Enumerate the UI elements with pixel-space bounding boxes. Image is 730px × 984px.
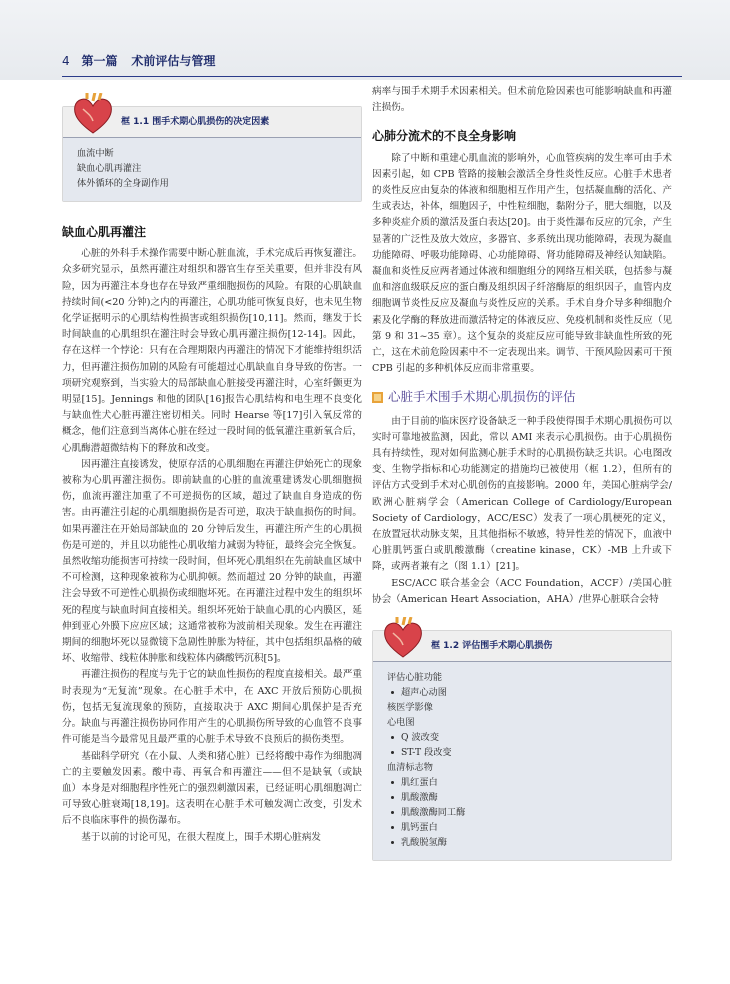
header-rule	[62, 76, 682, 77]
box-1-1-body	[63, 138, 361, 201]
paragraph-continued: 病率与围手术期手术因素相关。但术前危险因素也可能影响缺血和再灌注损伤。	[372, 86, 672, 114]
list-item: 肌钙蛋白	[387, 820, 659, 835]
section-heading-cpb: 心肺分流术的不良全身影响	[372, 129, 517, 144]
section-marker-icon	[372, 392, 383, 403]
list-item: 肌酸激酶	[387, 790, 659, 805]
paragraph: ESC/ACC 联合基金会（ACC Foundation，ACCF）/美国心脏协会（American Heart Association，AHA）/世界心脏联合会特	[372, 577, 672, 605]
list-item: ST-T 段改变	[387, 745, 659, 760]
box-1-2	[372, 630, 672, 861]
heart-icon	[381, 617, 425, 661]
paragraph: 由于目前的临床医疗设备缺乏一种手段使得围手术期心肌损伤可以实时可靠地被监测，因此，常以 AMI 来表示心肌损伤。由于心肌损伤具有持续性，现对如何监测心脏手术时的心肌损伤缺乏共识。心电图改变、生物学指标和心功能测定的措施均已被使用（框 1.2），但所有的评估方式受到手术对心肌创伤的直接影响。2000 年，美国心脏病学会/欧洲心脏病学会（American College of Cardiology/European Society of Cardiology，ACC/ESC）发表了一项心肌梗死的定义，在放置冠状动脉支架，且其他指标不敏感，特异性差的情况下，血液中心脏肌钙蛋白或肌酸激酶（creatine kinase，CK）-MB 上升或下降，或两者兼有之（图 1.1）[21]。	[372, 415, 672, 573]
list-item: 体外循环的全身副作用	[77, 178, 169, 189]
list-item: 缺血心肌再灌注	[77, 163, 142, 174]
section-heading-assessment-text: 心脏手术围手术期心肌损伤的评估	[388, 389, 576, 405]
paragraph: 除了中断和重建心肌血流的影响外，心血管疾病的发生率可由手术因素引起，如 CPB 管路的接触会激活全身性炎性反应。心脏手术患者的炎性反应由复杂的体液和细胞相互作用产生，包括凝血酶的活化、产生或表达，补体，细胞因子，中性粒细胞，黏附分子，肥大细胞，以及多种炎症介质的激活及蛋白表达[20]。由于炎性瀑布反应的冗余，产生显著的广泛性及放大效应，多器官、多系统出现功能障碍，表现为凝血功能障碍、呼吸功能障碍、心功能障碍、肾功能障碍及神经认知缺陷。凝血和炎性反应两者通过体液和细胞组分的网络互相关联，包括参与凝血和溶血级联反应的蛋白酶及组织因子纤溶酶原的组织因子，血管内皮细胞调节炎性反应及凝血与炎性反应的关系。手术自身介导多种细胞介素及化学酶的释放进而激活特定的体液反应、免疫机制和炎性反应（见第 9 和 31~35 章）。这个复杂的炎症反应可能导致非缺血性所致的死亡，这在术前危险因素中不一定表现出来。调节、干预风险因素可干预 CPB 引起的多种机体反应而非常重要。	[372, 152, 672, 375]
list-item: Q 波改变	[387, 730, 659, 745]
group-label: 心电图	[387, 717, 415, 729]
list-item: 乳酸脱氢酶	[387, 835, 659, 850]
group-label: 血清标志物	[387, 762, 433, 774]
group-label: 核医学影像	[387, 702, 433, 714]
box-1-1-header	[63, 107, 361, 138]
list-item: 超声心动图	[387, 685, 659, 700]
left-column	[62, 88, 362, 846]
box-1-2-header	[373, 631, 671, 662]
running-header	[62, 52, 682, 74]
paragraph: 心脏的外科手术操作需要中断心脏血流，手术完成后再恢复灌注。众多研究显示，虽然再灌注对组织和器官生存至关重要，但并非没有风险，因为再灌注本身也存在导致严重细胞损伤的风险。有限的心肌缺血持续时间(<20 分钟)之内的再灌注，心肌功能可恢复良好，也未见生物化学证据明示的心肌结构性损害或组织损伤[10,11]。然而，继发于长时间缺血的心肌组织在灌注时会导致心肌再灌注损伤[12-14]。因此，存在这样一个悖论：只有在合理期限内再灌注的情况下才能维持组织活力，但再灌注损伤加剧的风险有可能超过心肌缺血自身导致的伤害。一项研究观察到，当实验大的局部缺血心脏接受再灌注时，心室纤颤更为明显[15]。Jennings 和他的团队[16]报告心肌结构和电生理不良变化与缺血性犬心脏再灌注密切相关。同时 Hearse 等[17]引入氧反常的概念，他们注意到当离体心脏在经过一段时间的低氧灌注重新氧合后，心肌酶潜超微结构下的释放和改变。	[62, 248, 362, 454]
list-item: 血流中断	[77, 148, 114, 159]
box-1-2-body	[373, 662, 671, 860]
part-label: 第一篇	[81, 54, 118, 68]
section-heading-reperfusion: 缺血心肌再灌注	[62, 225, 147, 239]
list-item: 肌酸激酶同工酶	[387, 805, 659, 820]
paragraph: 基础科学研究（在小鼠、人类和猪心脏）已经将酸中毒作为细胞凋亡的主要触发因素。酸中毒、再氧合和再灌注——但不是缺氧（或缺血）本身是对细胞程序性死亡的强烈刺激因素，已经证明心肌细胞凋亡可导致心脏衰竭[18,19]。这表明在心脏手术可触发凋亡改变，引发术后不良临床事件的损伤瀑布。	[62, 750, 362, 827]
paragraph: 再灌注损伤的程度与先于它的缺血性损伤的程度直接相关。最严重时表现为“无复流”现象。在心脏手术中，在 AXC 开放后预防心肌损伤，包括无复流现象的预防，直接取决于 AXC 期间心肌保护是否充分。缺血与再灌注损伤协同作用产生的心肌损伤所导致的心血管不良事件可能是当今最常见且最严重的心脏手术导致不良预后的损伤类型。	[62, 669, 362, 746]
heart-icon	[71, 93, 115, 137]
list-item: 肌红蛋白	[387, 775, 659, 790]
right-column	[372, 84, 672, 861]
page-number: 4	[62, 54, 70, 68]
box-1-1-title: 框 1.1 围手术期心肌损伤的决定因素	[121, 117, 270, 127]
group-label: 评估心脏功能	[387, 672, 443, 684]
box-1-2-title: 框 1.2 评估围手术期心肌损伤	[431, 641, 553, 652]
paragraph: 因再灌注直接诱发，使原存活的心肌细胞在再灌注伊始死亡的现象被称为心肌再灌注损伤。即前缺血的心脏的血流重建诱发心肌细胞损伤，血流再灌注加重了不可逆损伤的区域，超过了缺血自身造成的伤害。由再灌注引起的心肌细胞损伤是否可逆，取决于缺血损伤的时间。如果再灌注在开始局部缺血的 20 分钟后发生，再灌注所产生的心肌损伤是可逆的，并且以功能性心肌收缩力减弱为特征，最终会完全恢复。虽然收缩功能损害可持续一段时间，但坏死心肌组织在先前缺血区域中不可检测，这种现象被称为心肌抑顿。然而超过 20 分钟的缺血，再灌注会导致不可逆性心肌损伤或细胞坏死。在再灌注过程中发生的组织坏死的程度与缺血时间直接相关。组织坏死始于缺血心肌的心内膜区，延伸到亚心外膜下应应区域；这通常被称为波前相关现象。发生在再灌注期间的细胞坏死以显微镜下急剧性肿胀为特征，其中包括组织晶格的破坏、收缩带、线粒体肿胀和线粒体内磷酸钙沉积[5]。	[62, 458, 362, 665]
paragraph: 基于以前的讨论可见，在很大程度上，围手术期心脏病发	[81, 831, 322, 843]
box-1-1	[62, 106, 362, 202]
section-heading-assessment	[372, 389, 672, 405]
part-title: 术前评估与管理	[131, 54, 216, 68]
